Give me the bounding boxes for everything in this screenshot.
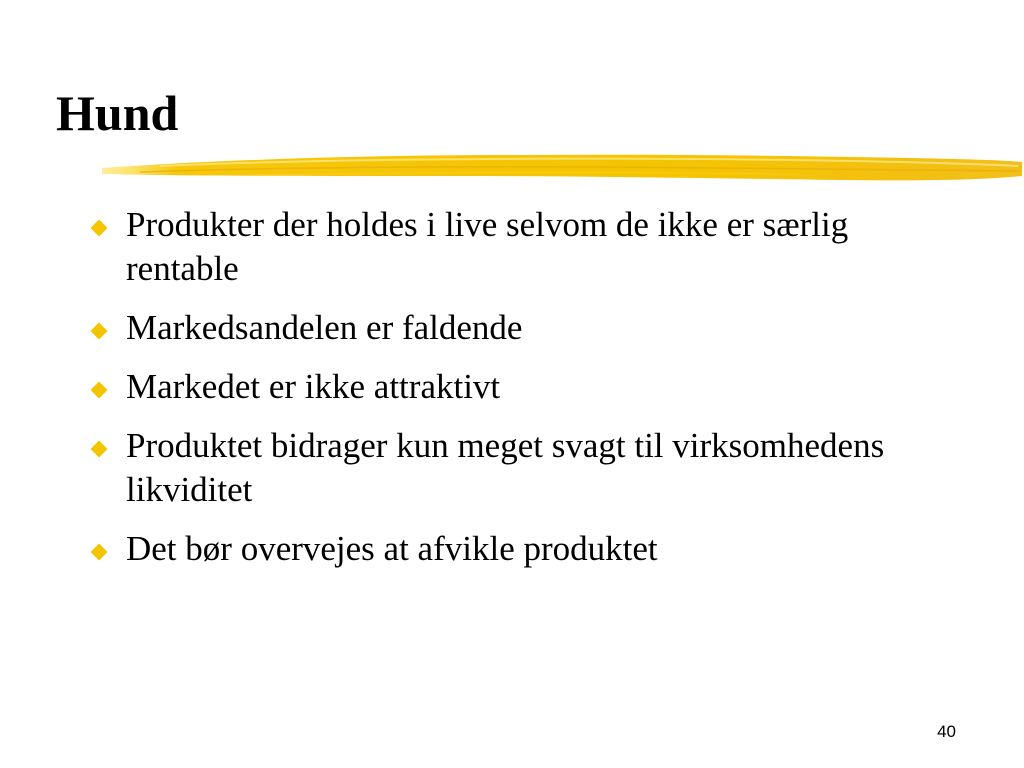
bullet-item [90,306,950,350]
diamond-bullet-icon [91,441,108,458]
bullet-item [90,527,950,571]
bullet-item [90,424,950,512]
bullet-text: Det bør overvejes at afvikle produktet [126,529,658,568]
page-number: 40 [937,722,956,741]
bullet-text: Markedsandelen er faldende [126,308,523,347]
diamond-bullet-icon [91,220,108,237]
diamond-bullet-icon [91,544,108,561]
bullet-list [90,203,950,586]
slide-title: Hund [56,85,179,141]
bullet-item [90,365,950,409]
diamond-bullet-icon [91,323,108,340]
bullet-text: Markedet er ikke attraktivt [126,367,501,406]
bullet-text: Produktet bidrager kun meget svagt til virksomhedens likviditet [126,426,885,509]
bullet-text: Produkter der holdes i live selvom de ikke er særlig rentable [126,205,849,288]
title-underline-brush-stroke [100,146,1024,190]
diamond-bullet-icon [91,382,108,399]
bullet-item [90,203,950,291]
